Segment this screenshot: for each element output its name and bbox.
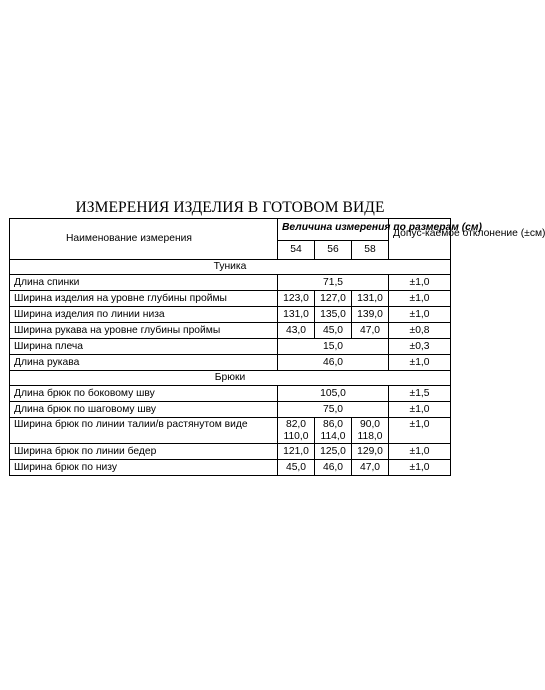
section-row <box>10 371 451 386</box>
table-row <box>10 386 451 402</box>
table-row <box>10 355 451 371</box>
section-row <box>10 260 451 275</box>
measurement-name: Ширина брюк по линии бедер <box>10 444 278 460</box>
measurement-value: 47,0 <box>352 323 389 339</box>
measurement-value <box>278 418 315 444</box>
measurement-name: Длина брюк по боковому шву <box>10 386 278 402</box>
value-line-1: 82,0 <box>285 419 307 430</box>
value-line-2: 118,0 <box>357 431 383 442</box>
measurement-value: 131,0 <box>352 291 389 307</box>
value-line-2: 114,0 <box>320 431 346 442</box>
measurement-value: 129,0 <box>352 444 389 460</box>
measurement-value: 105,0 <box>278 386 389 402</box>
measurements-table <box>9 218 545 476</box>
section-title: Туника <box>10 260 451 275</box>
measurement-name: Длина брюк по шаговому шву <box>10 402 278 418</box>
deviation-value: ±1,0 <box>389 460 451 476</box>
table-row <box>10 402 451 418</box>
value-line-2: 110,0 <box>283 431 309 442</box>
deviation-value: ±1,0 <box>389 275 451 291</box>
measurement-value: 121,0 <box>278 444 315 460</box>
measurement-value: 131,0 <box>278 307 315 323</box>
measurement-name: Ширина брюк по линии талии/в растянутом виде <box>10 418 278 444</box>
deviation-value: ±0,8 <box>389 323 451 339</box>
document-title: ИЗМЕРЕНИЯ ИЗДЕЛИЯ В ГОТОВОМ ВИДЕ <box>75 199 385 216</box>
measurement-value: 135,0 <box>315 307 352 323</box>
measurement-name: Длина спинки <box>10 275 278 291</box>
measurement-value <box>315 418 352 444</box>
measurement-value: 123,0 <box>278 291 315 307</box>
measurement-name: Длина рукава <box>10 355 278 371</box>
table-row <box>10 291 451 307</box>
deviation-value: ±1,0 <box>389 291 451 307</box>
deviation-value: ±1,0 <box>389 418 451 444</box>
header-size-56: 56 <box>315 241 352 260</box>
measurement-value: 45,0 <box>278 460 315 476</box>
measurement-value: 15,0 <box>278 339 389 355</box>
measurement-name: Ширина изделия на уровне глубины проймы <box>10 291 278 307</box>
measurement-name: Ширина брюк по низу <box>10 460 278 476</box>
header-size-54: 54 <box>278 241 315 260</box>
measurement-value: 43,0 <box>278 323 315 339</box>
header-measurement-name: Наименование измерения <box>10 219 278 260</box>
header-size-58: 58 <box>352 241 389 260</box>
measurement-name: Ширина рукава на уровне глубины проймы <box>10 323 278 339</box>
measurement-value: 46,0 <box>278 355 389 371</box>
header-size-values: Величина измерения по размерам (см) <box>278 219 389 241</box>
measurement-value: 71,5 <box>278 275 389 291</box>
deviation-value: ±1,5 <box>389 386 451 402</box>
measurement-value: 47,0 <box>352 460 389 476</box>
deviation-value: ±0,3 <box>389 339 451 355</box>
table-row <box>10 339 451 355</box>
measurement-name: Ширина плеча <box>10 339 278 355</box>
table-row <box>10 307 451 323</box>
deviation-value: ±1,0 <box>389 307 451 323</box>
section-title: Брюки <box>10 371 451 386</box>
deviation-value: ±1,0 <box>389 402 451 418</box>
measurement-name: Ширина изделия по линии низа <box>10 307 278 323</box>
header-deviation: Допус-каемое отклонение (±см) <box>389 219 451 260</box>
measurement-value <box>352 418 389 444</box>
table-row <box>10 460 451 476</box>
table-row <box>10 418 451 444</box>
value-line-1: 90,0 <box>359 419 381 430</box>
deviation-value: ±1,0 <box>389 355 451 371</box>
measurement-value: 139,0 <box>352 307 389 323</box>
measurement-value: 125,0 <box>315 444 352 460</box>
table-row <box>10 444 451 460</box>
measurement-value: 46,0 <box>315 460 352 476</box>
table-row <box>10 275 451 291</box>
deviation-value: ±1,0 <box>389 444 451 460</box>
measurement-value: 75,0 <box>278 402 389 418</box>
measurement-value: 45,0 <box>315 323 352 339</box>
measurement-value: 127,0 <box>315 291 352 307</box>
table-row <box>10 323 451 339</box>
value-line-1: 86,0 <box>322 419 344 430</box>
